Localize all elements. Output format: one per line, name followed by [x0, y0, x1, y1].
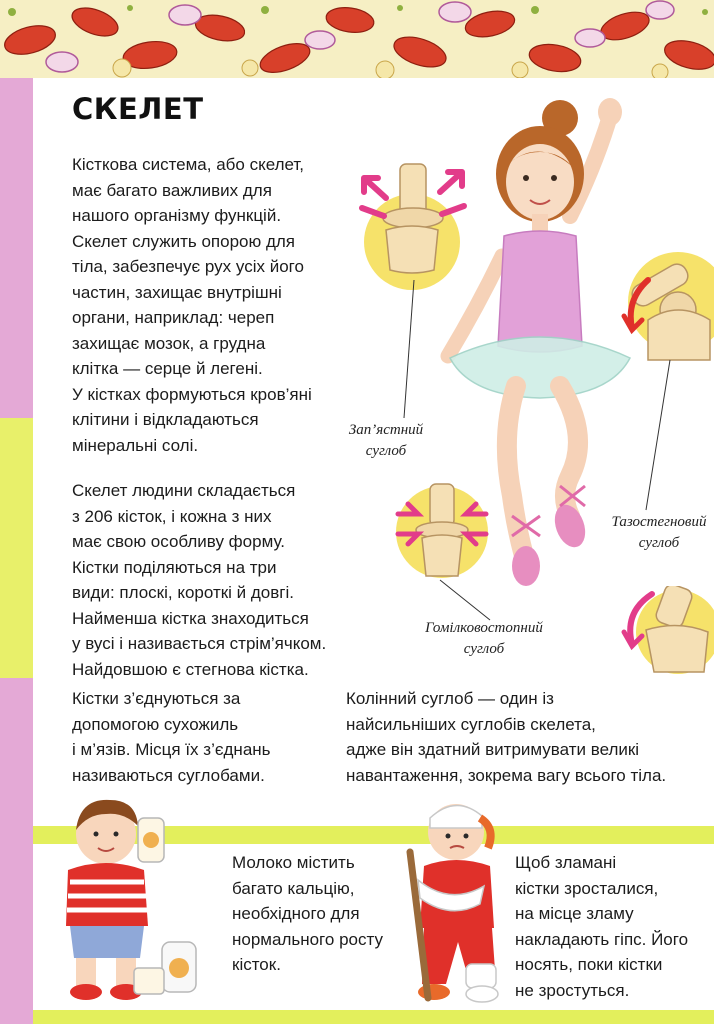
boy-with-cast-illustration [400, 788, 512, 1010]
paragraph-joints: Кістки з’єднуються за допомогою сухожиль і м’язів. Місця їх з’єднань називаються суглобами. [72, 689, 271, 785]
paragraph-bones-count: Скелет людини складається з 206 кісток, і кожна з них має свою особливу форму. Кістки поділяються на три види: плоскі, короткі й довгі. Найменша кістка знаходиться у вусі і називається стрім’ячком. Найдовшою є стегнова кістка. [72, 481, 327, 679]
paragraph-knee-joint: Колінний суглоб — один із найсильніших суглобів скелета, адже він здатний витримувати великі навантаження, зокрема вагу всього тіла. [346, 689, 667, 785]
lime-bottom-band [33, 1010, 714, 1024]
page-title: СКЕЛЕТ [72, 92, 204, 126]
side-bar-pink [0, 78, 33, 418]
side-bar-lime [0, 418, 33, 678]
label-wrist-joint: Зап’ястний суглоб [348, 422, 424, 459]
paragraph-milk-calcium: Молоко містить багато кальцію, необхідного для нормального росту кісток. [232, 853, 383, 974]
boy-with-milk-illustration [40, 790, 210, 1010]
top-food-border [0, 0, 714, 78]
side-bar-pink-bottom [0, 678, 33, 1024]
label-ankle-joint: Гомілковостопний суглоб [425, 620, 543, 657]
label-hip-joint: Тазостегновий суглоб [611, 514, 707, 551]
paragraph-skeleton-intro: Кісткова система, або скелет, має багато важливих для нашого організму функцій. Скелет служить опорою для тіла, забезпечує рух усіх його частин, захищає внутрішні органи, наприклад: череп захищає мозок, а грудна клітка — серце й легені. У кістках формуються кров’яні клітини і відкладаються мінеральні солі. [72, 155, 312, 455]
paragraph-plaster-cast: Щоб зламані кістки зросталися, на місце зламу накладають гіпс. Його носять, поки кістки не зростуться. [515, 853, 689, 1000]
